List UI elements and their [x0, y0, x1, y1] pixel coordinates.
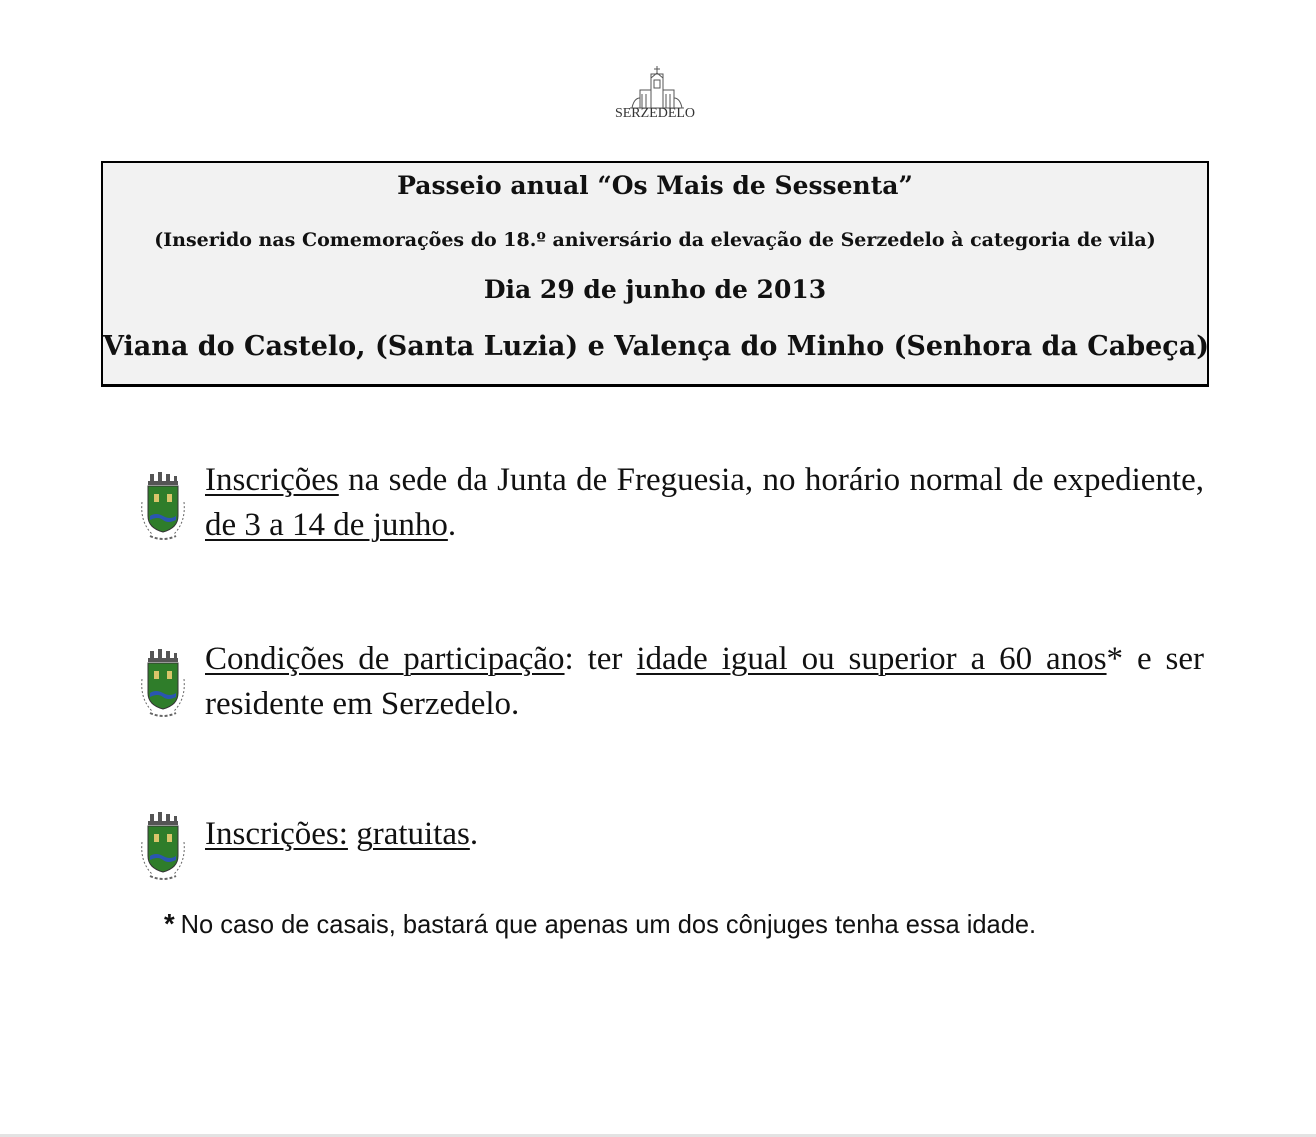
page-title: Passeio anual “Os Mais de Sessenta” — [397, 171, 913, 200]
bullet-body: na sede da Junta de Freguesia, no horário normal de expediente, — [338, 462, 1204, 498]
event-destinations: Viana do Castelo, (Santa Luzia) e Valença do Minho (Senhora da Cabeça) — [103, 331, 1209, 362]
age-requirement: idade igual ou superior a 60 anos — [636, 641, 1107, 677]
bullet-body: : ter — [564, 641, 637, 677]
event-date: Dia 29 de junho de 2013 — [483, 275, 827, 304]
fee-value: gratuitas — [356, 816, 470, 852]
bullet-text — [205, 458, 1204, 548]
bullet-label: Inscrições: — [205, 816, 348, 852]
serzedelo-logo — [605, 64, 705, 132]
page-subtitle: (Inserido nas Comemorações do 18.º aniversário da elevação de Serzedelo à categoria de vila) — [154, 229, 1156, 251]
bullet-body-end: * e ser residente em Serzedelo. — [205, 641, 1204, 722]
bullet-punctuation: . — [447, 507, 457, 543]
footnote — [164, 908, 1036, 940]
bullet-text — [205, 812, 1204, 857]
header-box — [101, 161, 1209, 387]
coat-of-arms-icon — [138, 472, 188, 544]
bullet-label: Condições de participação — [205, 641, 565, 677]
coat-of-arms-icon — [138, 812, 188, 884]
bullet-punctuation: . — [469, 816, 479, 852]
bullet-label: Inscrições — [205, 462, 339, 498]
bullet-text — [205, 637, 1204, 727]
coat-of-arms-icon — [138, 649, 188, 721]
footnote-marker: * — [164, 908, 175, 939]
footnote-text: No caso de casais, bastará que apenas um dos cônjuges tenha essa idade. — [180, 909, 1037, 939]
bullet-spacer — [348, 816, 356, 852]
church-logo-icon — [620, 64, 690, 112]
registration-dates: de 3 a 14 de junho — [205, 507, 448, 543]
logo-text: SERZEDELO — [614, 106, 696, 121]
